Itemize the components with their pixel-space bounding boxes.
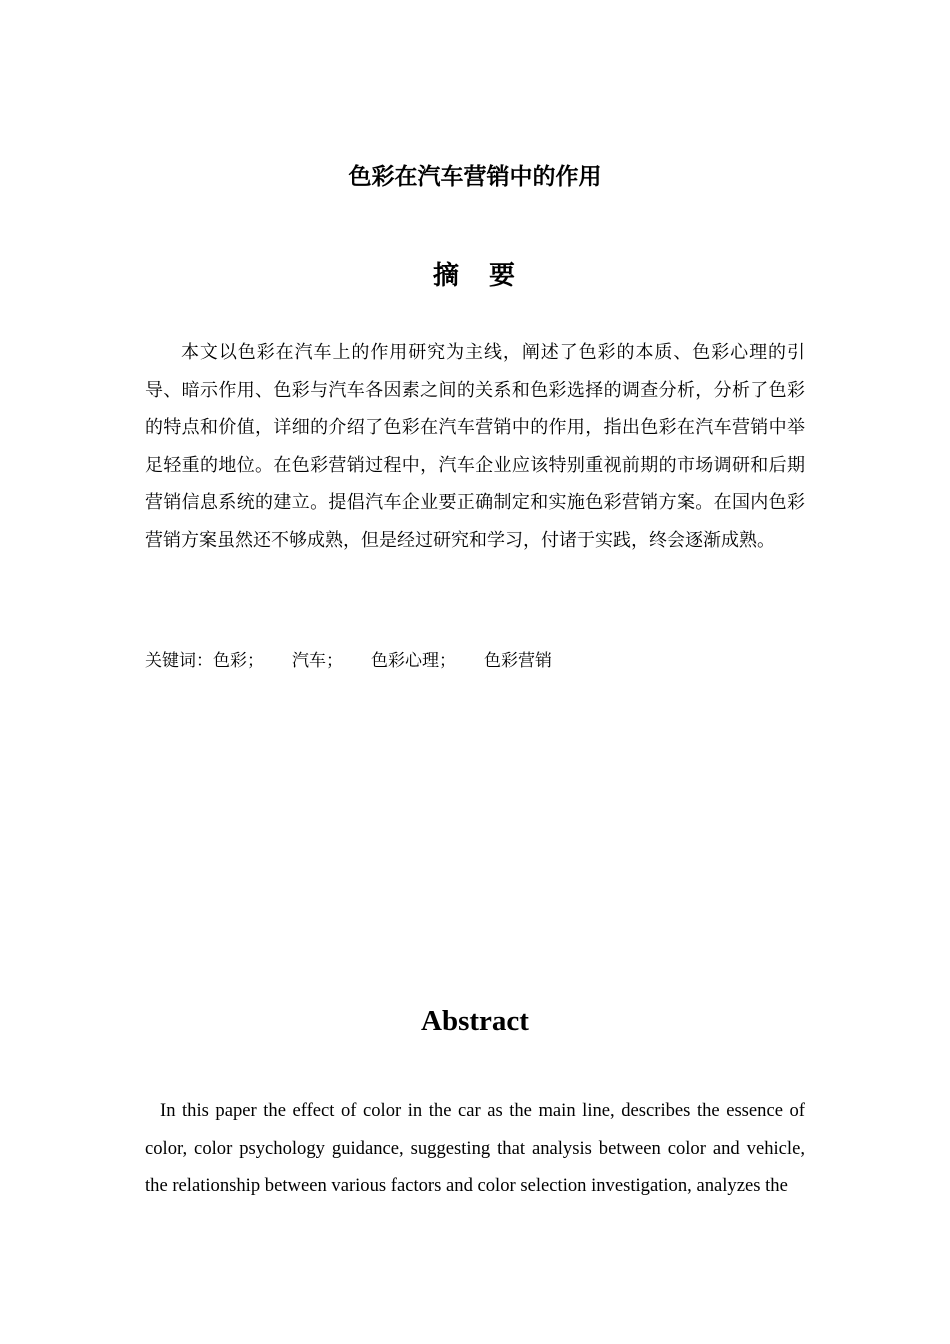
- chinese-abstract-heading: 摘 要: [432, 261, 517, 291]
- keyword-item: 汽车；: [292, 651, 343, 671]
- keyword-item: 色彩心理；: [371, 651, 456, 671]
- keywords-label: 关键词：: [145, 651, 213, 671]
- keyword-item: 色彩营销: [484, 651, 552, 671]
- chinese-abstract-text: 本文以色彩在汽车上的作用研究为主线，阐述了色彩的本质、色彩心理的引导、暗示作用、色彩与汽车各因素之间的关系和色彩选择的调查分析，分析了色彩的特点和价值，详细的介绍了色彩在汽车营销中的作用，指出色彩在汽车营销中举足轻重的地位。在色彩营销过程中，汽车企业应该特别重视前期的市场调研和后期营销信息系统的建立。提倡汽车企业要正确制定和实施色彩营销方案。在国内色彩营销方案虽然还不够成熟，但是经过研究和学习，付诸于实践，终会逐渐成熟。: [145, 342, 805, 551]
- page-title: 色彩在汽车营销中的作用: [348, 164, 602, 190]
- keywords-line: [145, 646, 805, 676]
- english-abstract-heading: Abstract: [421, 1005, 529, 1037]
- keyword-item: 色彩；: [213, 651, 264, 671]
- english-abstract-text: In this paper the effect of color in the car as the main line, describes the essence of color, color psychology guidance, suggesting that analysis between color and vehicle, the relationship between various factors and color selection investigation, analyzes the: [145, 1100, 805, 1196]
